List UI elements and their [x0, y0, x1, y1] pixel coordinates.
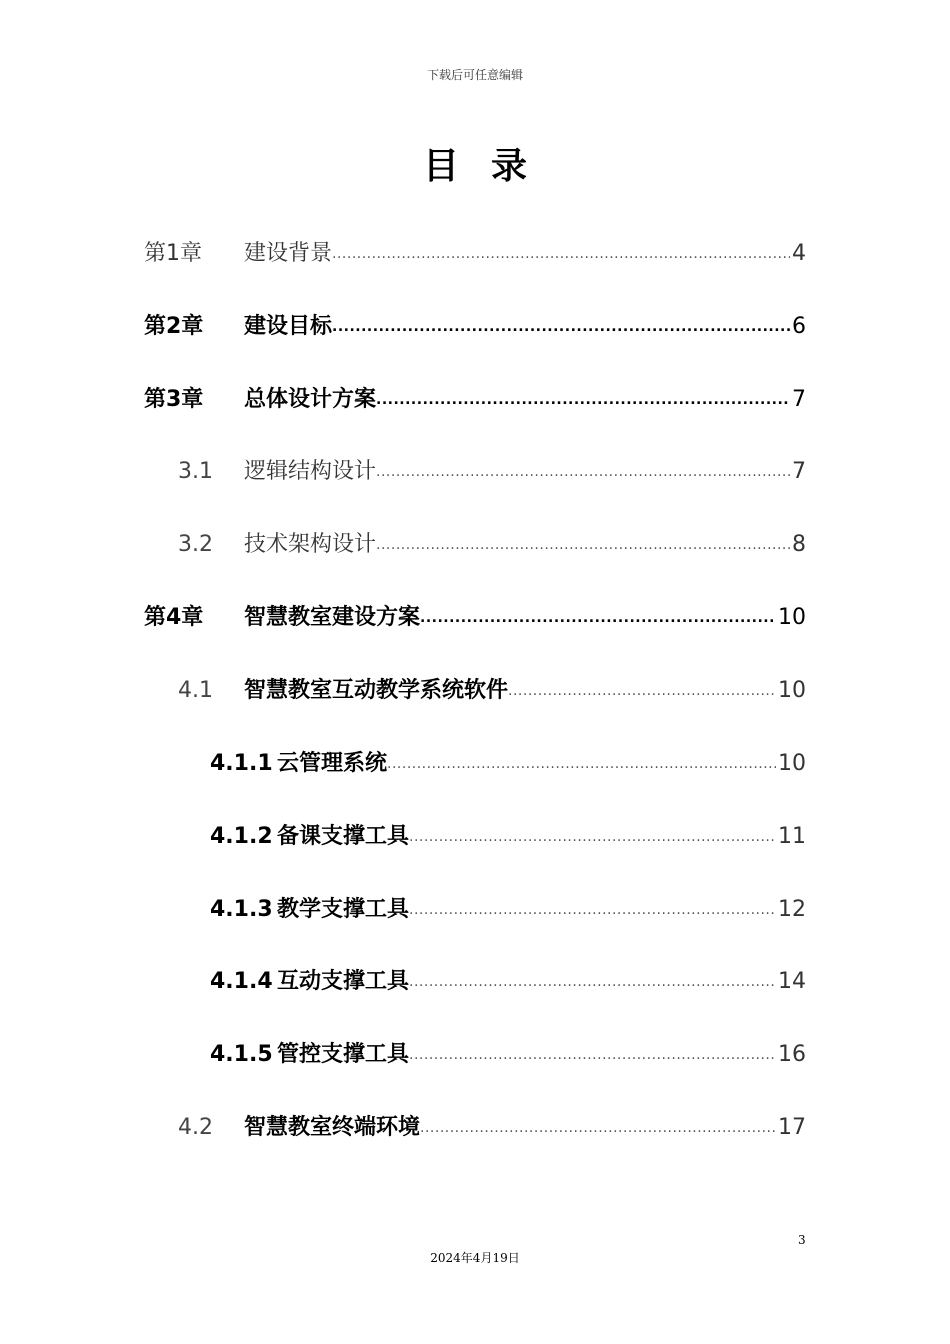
- toc-entry-text: 建设背景: [244, 241, 333, 266]
- toc-leader: [409, 827, 776, 847]
- toc-entry-page: 12: [778, 897, 806, 922]
- toc-entry-text: 逻辑结构设计: [244, 459, 377, 484]
- toc-entry-page: 6: [792, 314, 806, 339]
- toc-entry-text: 智慧教室互动教学系统软件: [244, 678, 509, 703]
- toc-entry[interactable]: [210, 748, 806, 780]
- toc-entry[interactable]: [178, 529, 806, 561]
- toc-entry-text: 智慧教室终端环境: [244, 1115, 421, 1140]
- toc-entry-number: 第1章: [144, 241, 202, 266]
- toc-entry-number: 3.2: [178, 532, 213, 557]
- toc-entry-page: 7: [792, 459, 806, 484]
- toc-entry-number: 3.1: [178, 459, 213, 484]
- toc-leader: [376, 535, 790, 555]
- page-number: 3: [798, 1233, 806, 1247]
- toc-entry-page: 7: [792, 387, 806, 412]
- toc-entry-text: 互动支撑工具: [277, 969, 410, 994]
- toc-entry-number: 4.1.2: [210, 824, 273, 849]
- toc-entry-page: 11: [778, 824, 806, 849]
- toc-entry-number: 第4章: [144, 605, 204, 630]
- toc-entry-text: 教学支撑工具: [277, 897, 410, 922]
- toc-entry[interactable]: [178, 675, 806, 707]
- toc-entry-page: 4: [792, 241, 806, 266]
- toc-entry[interactable]: [210, 894, 806, 926]
- toc-entry-text: 总体设计方案: [244, 387, 377, 412]
- toc-entry[interactable]: [210, 1039, 806, 1071]
- toc-leader: [420, 608, 776, 628]
- toc-entry[interactable]: [144, 238, 806, 270]
- toc-leader: [332, 317, 790, 337]
- footer-date: 2024年4月19日: [430, 1251, 520, 1265]
- toc-entry-number: 4.1: [178, 678, 213, 703]
- toc-leader: [420, 1118, 776, 1138]
- toc-entry[interactable]: [144, 602, 806, 634]
- toc-entry-page: 17: [778, 1115, 806, 1140]
- toc-leader: [332, 244, 790, 264]
- toc-entry-page: 10: [778, 605, 806, 630]
- toc-entry-number: 4.1.5: [210, 1042, 273, 1067]
- toc-entry-number: 4.2: [178, 1115, 213, 1140]
- toc-entry-page: 10: [778, 678, 806, 703]
- toc-leader: [409, 1045, 776, 1065]
- toc-leader: [508, 681, 776, 701]
- toc-entry[interactable]: [210, 821, 806, 853]
- toc-leader: [387, 754, 776, 774]
- toc-leader: [409, 900, 776, 920]
- toc-title: 目录: [422, 146, 559, 187]
- toc-entry-text: 备课支撑工具: [277, 824, 410, 849]
- toc-leader: [376, 462, 790, 482]
- toc-entry[interactable]: [144, 311, 806, 343]
- toc-entry-number: 第2章: [144, 314, 204, 339]
- toc-entry-number: 第3章: [144, 387, 204, 412]
- header-note: 下载后可任意编辑: [426, 68, 523, 82]
- toc-entry-page: 8: [792, 532, 806, 557]
- toc-entry-text: 建设目标: [244, 314, 333, 339]
- toc-entry-page: 10: [778, 751, 806, 776]
- toc-entry-text: 云管理系统: [277, 751, 388, 776]
- toc-entry-text: 管控支撑工具: [277, 1042, 410, 1067]
- toc-entry-page: 16: [778, 1042, 806, 1067]
- toc-leader: [376, 390, 790, 410]
- toc-entry-number: 4.1.4: [210, 969, 273, 994]
- toc-entry[interactable]: [144, 384, 806, 416]
- toc-entry[interactable]: [178, 456, 806, 488]
- toc-entry-number: 4.1.1: [210, 751, 273, 776]
- toc-entry-text: 技术架构设计: [244, 532, 377, 557]
- toc-entry-text: 智慧教室建设方案: [244, 605, 421, 630]
- toc-entry-number: 4.1.3: [210, 897, 273, 922]
- toc-entry-page: 14: [778, 969, 806, 994]
- toc-entry[interactable]: [210, 966, 806, 998]
- toc-entry[interactable]: [178, 1112, 806, 1144]
- toc-leader: [409, 972, 776, 992]
